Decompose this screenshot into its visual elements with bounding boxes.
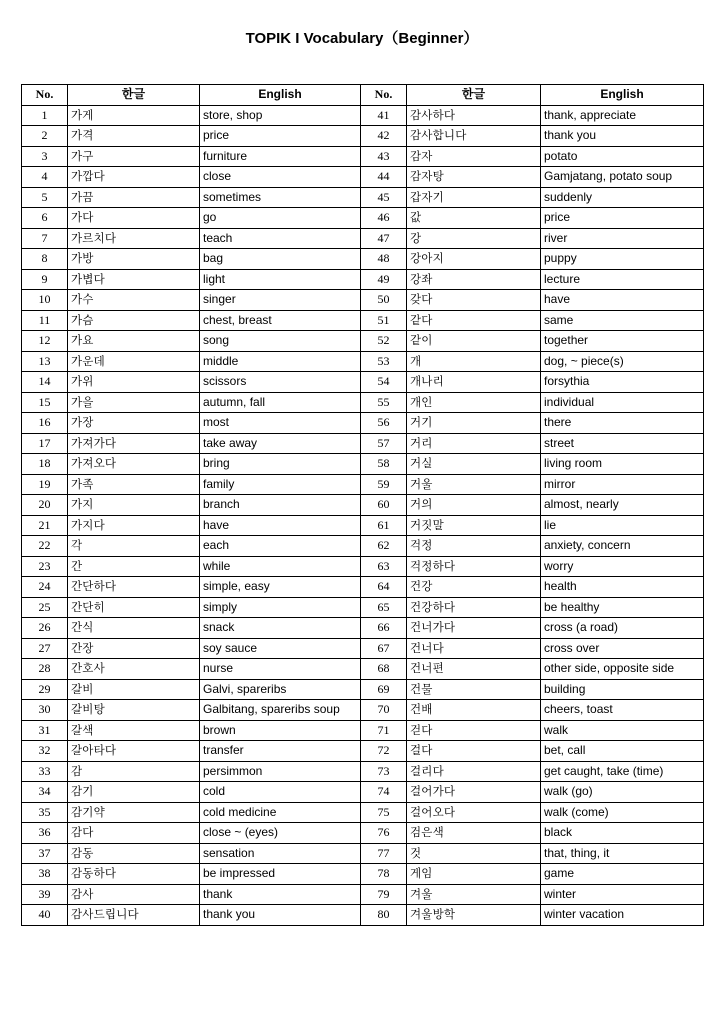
- korean-word: 건배: [407, 700, 541, 721]
- entry-number: 79: [361, 884, 407, 905]
- korean-word: 값: [407, 208, 541, 229]
- korean-word: 감사하다: [407, 105, 541, 126]
- english-meaning: light: [200, 269, 361, 290]
- english-meaning: cross over: [541, 638, 704, 659]
- korean-word: 감동: [68, 843, 200, 864]
- english-meaning: street: [541, 433, 704, 454]
- column-header-english: English: [541, 85, 704, 106]
- korean-word: 가을: [68, 392, 200, 413]
- korean-word: 걸다: [407, 741, 541, 762]
- table-row: [22, 351, 704, 372]
- entry-number: 77: [361, 843, 407, 864]
- korean-word: 감기: [68, 782, 200, 803]
- english-meaning: cross (a road): [541, 618, 704, 639]
- entry-number: 29: [22, 679, 68, 700]
- entry-number: 54: [361, 372, 407, 393]
- english-meaning: have: [541, 290, 704, 311]
- korean-word: 걸리다: [407, 761, 541, 782]
- korean-word: 감다: [68, 823, 200, 844]
- korean-word: 간단하다: [68, 577, 200, 598]
- entry-number: 43: [361, 146, 407, 167]
- korean-word: 가수: [68, 290, 200, 311]
- table-row: [22, 884, 704, 905]
- table-row: [22, 618, 704, 639]
- korean-word: 갈아타다: [68, 741, 200, 762]
- entry-number: 26: [22, 618, 68, 639]
- korean-word: 거기: [407, 413, 541, 434]
- table-row: [22, 597, 704, 618]
- korean-word: 건강하다: [407, 597, 541, 618]
- entry-number: 37: [22, 843, 68, 864]
- korean-word: 감사합니다: [407, 126, 541, 147]
- english-meaning: price: [200, 126, 361, 147]
- english-meaning: furniture: [200, 146, 361, 167]
- english-meaning: thank, appreciate: [541, 105, 704, 126]
- entry-number: 64: [361, 577, 407, 598]
- english-meaning: anxiety, concern: [541, 536, 704, 557]
- entry-number: 33: [22, 761, 68, 782]
- english-meaning: snack: [200, 618, 361, 639]
- korean-word: 강아지: [407, 249, 541, 270]
- entry-number: 73: [361, 761, 407, 782]
- entry-number: 69: [361, 679, 407, 700]
- vocabulary-table: [21, 84, 704, 926]
- korean-word: 개인: [407, 392, 541, 413]
- korean-word: 건강: [407, 577, 541, 598]
- entry-number: 18: [22, 454, 68, 475]
- entry-number: 10: [22, 290, 68, 311]
- korean-word: 건너편: [407, 659, 541, 680]
- korean-word: 가게: [68, 105, 200, 126]
- korean-word: 겨울: [407, 884, 541, 905]
- korean-word: 갈색: [68, 720, 200, 741]
- korean-word: 갑자기: [407, 187, 541, 208]
- table-row: [22, 638, 704, 659]
- korean-word: 가다: [68, 208, 200, 229]
- column-header-number: No.: [361, 85, 407, 106]
- column-header-english: English: [200, 85, 361, 106]
- english-meaning: suddenly: [541, 187, 704, 208]
- english-meaning: sensation: [200, 843, 361, 864]
- korean-word: 거리: [407, 433, 541, 454]
- english-meaning: potato: [541, 146, 704, 167]
- table-row: [22, 249, 704, 270]
- korean-word: 감기약: [68, 802, 200, 823]
- english-meaning: close: [200, 167, 361, 188]
- entry-number: 3: [22, 146, 68, 167]
- table-row: [22, 700, 704, 721]
- table-row: [22, 741, 704, 762]
- column-header-korean: 한글: [68, 85, 200, 106]
- korean-word: 같다: [407, 310, 541, 331]
- table-row: [22, 167, 704, 188]
- column-header-number: No.: [22, 85, 68, 106]
- table-row: [22, 782, 704, 803]
- english-meaning: persimmon: [200, 761, 361, 782]
- korean-word: 건너가다: [407, 618, 541, 639]
- entry-number: 61: [361, 515, 407, 536]
- table-row: [22, 474, 704, 495]
- english-meaning: that, thing, it: [541, 843, 704, 864]
- english-meaning: store, shop: [200, 105, 361, 126]
- english-meaning: walk: [541, 720, 704, 741]
- english-meaning: walk (come): [541, 802, 704, 823]
- entry-number: 48: [361, 249, 407, 270]
- entry-number: 68: [361, 659, 407, 680]
- entry-number: 62: [361, 536, 407, 557]
- english-meaning: lie: [541, 515, 704, 536]
- korean-word: 가져오다: [68, 454, 200, 475]
- korean-word: 갖다: [407, 290, 541, 311]
- korean-word: 가지: [68, 495, 200, 516]
- entry-number: 74: [361, 782, 407, 803]
- english-meaning: brown: [200, 720, 361, 741]
- page-title: TOPIK I Vocabulary（Beginner）: [245, 30, 479, 47]
- english-meaning: winter: [541, 884, 704, 905]
- entry-number: 14: [22, 372, 68, 393]
- entry-number: 34: [22, 782, 68, 803]
- table-row: [22, 577, 704, 598]
- entry-number: 65: [361, 597, 407, 618]
- english-meaning: health: [541, 577, 704, 598]
- korean-word: 가슴: [68, 310, 200, 331]
- entry-number: 60: [361, 495, 407, 516]
- table-row: [22, 372, 704, 393]
- korean-word: 같이: [407, 331, 541, 352]
- korean-word: 가격: [68, 126, 200, 147]
- entry-number: 13: [22, 351, 68, 372]
- entry-number: 45: [361, 187, 407, 208]
- entry-number: 42: [361, 126, 407, 147]
- english-meaning: autumn, fall: [200, 392, 361, 413]
- korean-word: 가르치다: [68, 228, 200, 249]
- entry-number: 4: [22, 167, 68, 188]
- table-row: [22, 761, 704, 782]
- korean-word: 겨울방학: [407, 905, 541, 926]
- korean-word: 간: [68, 556, 200, 577]
- english-meaning: mirror: [541, 474, 704, 495]
- english-meaning: cold: [200, 782, 361, 803]
- entry-number: 56: [361, 413, 407, 434]
- korean-word: 건너다: [407, 638, 541, 659]
- english-meaning: building: [541, 679, 704, 700]
- english-meaning: middle: [200, 351, 361, 372]
- english-meaning: each: [200, 536, 361, 557]
- english-meaning: game: [541, 864, 704, 885]
- english-meaning: simply: [200, 597, 361, 618]
- korean-word: 갈비: [68, 679, 200, 700]
- table-row: [22, 208, 704, 229]
- entry-number: 50: [361, 290, 407, 311]
- korean-word: 가방: [68, 249, 200, 270]
- table-row: [22, 556, 704, 577]
- entry-number: 71: [361, 720, 407, 741]
- english-meaning: get caught, take (time): [541, 761, 704, 782]
- vocabulary-table-body: [22, 105, 704, 925]
- entry-number: 80: [361, 905, 407, 926]
- korean-word: 가볍다: [68, 269, 200, 290]
- entry-number: 47: [361, 228, 407, 249]
- entry-number: 1: [22, 105, 68, 126]
- english-meaning: Galbitang, spareribs soup: [200, 700, 361, 721]
- table-row: [22, 495, 704, 516]
- english-meaning: bet, call: [541, 741, 704, 762]
- english-meaning: there: [541, 413, 704, 434]
- english-meaning: have: [200, 515, 361, 536]
- korean-word: 가끔: [68, 187, 200, 208]
- korean-word: 가요: [68, 331, 200, 352]
- korean-word: 감자: [407, 146, 541, 167]
- korean-word: 걸어오다: [407, 802, 541, 823]
- entry-number: 78: [361, 864, 407, 885]
- entry-number: 12: [22, 331, 68, 352]
- entry-number: 27: [22, 638, 68, 659]
- table-row: [22, 823, 704, 844]
- english-meaning: black: [541, 823, 704, 844]
- entry-number: 66: [361, 618, 407, 639]
- entry-number: 25: [22, 597, 68, 618]
- table-row: [22, 187, 704, 208]
- korean-word: 걱정: [407, 536, 541, 557]
- entry-number: 6: [22, 208, 68, 229]
- table-row: [22, 392, 704, 413]
- korean-word: 각: [68, 536, 200, 557]
- korean-word: 갈비탕: [68, 700, 200, 721]
- table-row: [22, 659, 704, 680]
- entry-number: 21: [22, 515, 68, 536]
- table-row: [22, 679, 704, 700]
- english-meaning: dog, ~ piece(s): [541, 351, 704, 372]
- english-meaning: singer: [200, 290, 361, 311]
- english-meaning: walk (go): [541, 782, 704, 803]
- entry-number: 32: [22, 741, 68, 762]
- entry-number: 57: [361, 433, 407, 454]
- table-row: [22, 413, 704, 434]
- english-meaning: nurse: [200, 659, 361, 680]
- korean-word: 가족: [68, 474, 200, 495]
- table-row: [22, 290, 704, 311]
- english-meaning: branch: [200, 495, 361, 516]
- korean-word: 가구: [68, 146, 200, 167]
- entry-number: 55: [361, 392, 407, 413]
- entry-number: 9: [22, 269, 68, 290]
- english-meaning: price: [541, 208, 704, 229]
- entry-number: 15: [22, 392, 68, 413]
- table-row: [22, 433, 704, 454]
- entry-number: 30: [22, 700, 68, 721]
- entry-number: 72: [361, 741, 407, 762]
- korean-word: 걷다: [407, 720, 541, 741]
- english-meaning: transfer: [200, 741, 361, 762]
- korean-word: 가장: [68, 413, 200, 434]
- english-meaning: together: [541, 331, 704, 352]
- entry-number: 5: [22, 187, 68, 208]
- entry-number: 63: [361, 556, 407, 577]
- english-meaning: individual: [541, 392, 704, 413]
- english-meaning: other side, opposite side: [541, 659, 704, 680]
- korean-word: 검은색: [407, 823, 541, 844]
- korean-word: 강좌: [407, 269, 541, 290]
- korean-word: 가져가다: [68, 433, 200, 454]
- table-row: [22, 331, 704, 352]
- entry-number: 70: [361, 700, 407, 721]
- english-meaning: while: [200, 556, 361, 577]
- korean-word: 거실: [407, 454, 541, 475]
- header-row: [22, 85, 704, 106]
- entry-number: 40: [22, 905, 68, 926]
- english-meaning: puppy: [541, 249, 704, 270]
- english-meaning: bag: [200, 249, 361, 270]
- entry-number: 28: [22, 659, 68, 680]
- english-meaning: take away: [200, 433, 361, 454]
- english-meaning: thank you: [541, 126, 704, 147]
- entry-number: 16: [22, 413, 68, 434]
- korean-word: 간식: [68, 618, 200, 639]
- entry-number: 67: [361, 638, 407, 659]
- english-meaning: forsythia: [541, 372, 704, 393]
- korean-word: 개: [407, 351, 541, 372]
- table-row: [22, 269, 704, 290]
- english-meaning: winter vacation: [541, 905, 704, 926]
- entry-number: 49: [361, 269, 407, 290]
- table-row: [22, 843, 704, 864]
- entry-number: 31: [22, 720, 68, 741]
- entry-number: 19: [22, 474, 68, 495]
- entry-number: 76: [361, 823, 407, 844]
- english-meaning: Galvi, spareribs: [200, 679, 361, 700]
- entry-number: 7: [22, 228, 68, 249]
- english-meaning: cold medicine: [200, 802, 361, 823]
- entry-number: 75: [361, 802, 407, 823]
- table-row: [22, 105, 704, 126]
- table-row: [22, 802, 704, 823]
- english-meaning: river: [541, 228, 704, 249]
- entry-number: 36: [22, 823, 68, 844]
- korean-word: 걸어가다: [407, 782, 541, 803]
- entry-number: 17: [22, 433, 68, 454]
- english-meaning: scissors: [200, 372, 361, 393]
- korean-word: 거의: [407, 495, 541, 516]
- korean-word: 가깝다: [68, 167, 200, 188]
- english-meaning: most: [200, 413, 361, 434]
- english-meaning: song: [200, 331, 361, 352]
- entry-number: 53: [361, 351, 407, 372]
- table-row: [22, 536, 704, 557]
- table-row: [22, 720, 704, 741]
- entry-number: 24: [22, 577, 68, 598]
- entry-number: 11: [22, 310, 68, 331]
- column-header-korean: 한글: [407, 85, 541, 106]
- korean-word: 간장: [68, 638, 200, 659]
- english-meaning: be impressed: [200, 864, 361, 885]
- entry-number: 38: [22, 864, 68, 885]
- english-meaning: sometimes: [200, 187, 361, 208]
- korean-word: 감자탕: [407, 167, 541, 188]
- korean-word: 거울: [407, 474, 541, 495]
- entry-number: 51: [361, 310, 407, 331]
- entry-number: 39: [22, 884, 68, 905]
- english-meaning: lecture: [541, 269, 704, 290]
- english-meaning: simple, easy: [200, 577, 361, 598]
- entry-number: 52: [361, 331, 407, 352]
- korean-word: 가지다: [68, 515, 200, 536]
- korean-word: 감사: [68, 884, 200, 905]
- english-meaning: go: [200, 208, 361, 229]
- table-row: [22, 515, 704, 536]
- english-meaning: teach: [200, 228, 361, 249]
- entry-number: 22: [22, 536, 68, 557]
- entry-number: 41: [361, 105, 407, 126]
- korean-word: 가운데: [68, 351, 200, 372]
- table-row: [22, 126, 704, 147]
- english-meaning: same: [541, 310, 704, 331]
- korean-word: 개나리: [407, 372, 541, 393]
- entry-number: 23: [22, 556, 68, 577]
- korean-word: 간호사: [68, 659, 200, 680]
- entry-number: 8: [22, 249, 68, 270]
- korean-word: 게임: [407, 864, 541, 885]
- english-meaning: close ~ (eyes): [200, 823, 361, 844]
- table-row: [22, 228, 704, 249]
- table-row: [22, 310, 704, 331]
- korean-word: 거짓말: [407, 515, 541, 536]
- korean-word: 강: [407, 228, 541, 249]
- english-meaning: soy sauce: [200, 638, 361, 659]
- korean-word: 것: [407, 843, 541, 864]
- entry-number: 20: [22, 495, 68, 516]
- korean-word: 걱정하다: [407, 556, 541, 577]
- english-meaning: Gamjatang, potato soup: [541, 167, 704, 188]
- entry-number: 59: [361, 474, 407, 495]
- korean-word: 감: [68, 761, 200, 782]
- entry-number: 35: [22, 802, 68, 823]
- english-meaning: be healthy: [541, 597, 704, 618]
- table-row: [22, 454, 704, 475]
- entry-number: 44: [361, 167, 407, 188]
- english-meaning: bring: [200, 454, 361, 475]
- korean-word: 가위: [68, 372, 200, 393]
- english-meaning: living room: [541, 454, 704, 475]
- english-meaning: almost, nearly: [541, 495, 704, 516]
- english-meaning: worry: [541, 556, 704, 577]
- english-meaning: thank you: [200, 905, 361, 926]
- entry-number: 2: [22, 126, 68, 147]
- entry-number: 46: [361, 208, 407, 229]
- korean-word: 감동하다: [68, 864, 200, 885]
- english-meaning: chest, breast: [200, 310, 361, 331]
- english-meaning: cheers, toast: [541, 700, 704, 721]
- entry-number: 58: [361, 454, 407, 475]
- korean-word: 감사드립니다: [68, 905, 200, 926]
- english-meaning: thank: [200, 884, 361, 905]
- korean-word: 건물: [407, 679, 541, 700]
- table-row: [22, 864, 704, 885]
- table-row: [22, 146, 704, 167]
- korean-word: 간단히: [68, 597, 200, 618]
- table-row: [22, 905, 704, 926]
- english-meaning: family: [200, 474, 361, 495]
